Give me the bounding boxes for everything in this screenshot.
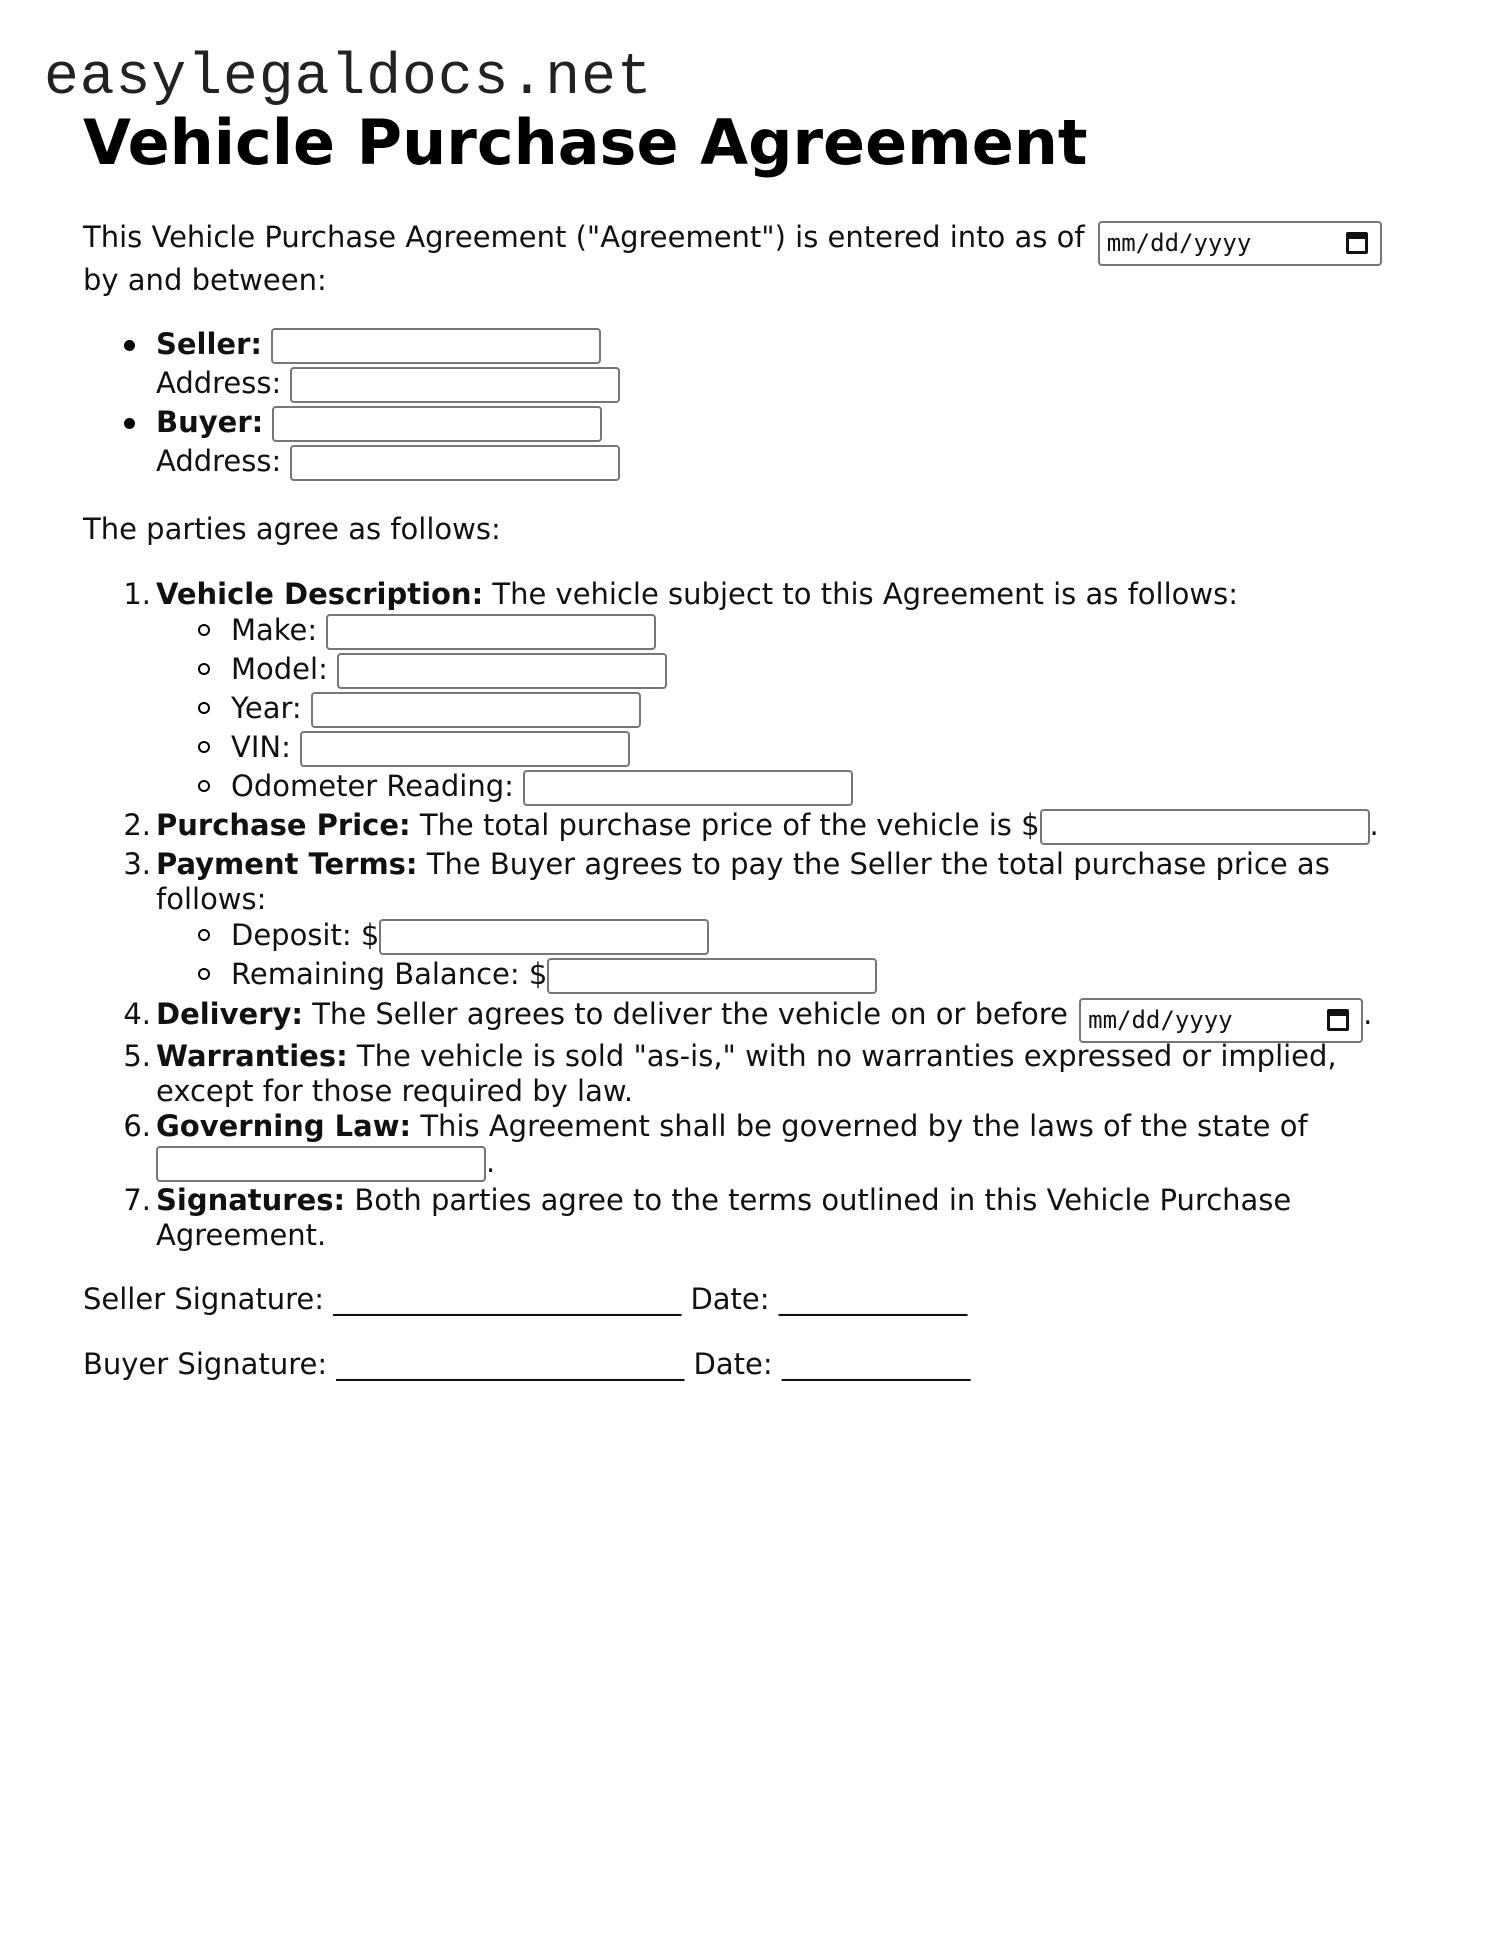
model-input[interactable] xyxy=(337,653,667,689)
term-heading: Purchase Price: xyxy=(156,808,411,842)
intro-line-2: by and between: xyxy=(83,263,327,297)
state-input[interactable] xyxy=(156,1146,486,1182)
circle-bullet-icon xyxy=(198,968,210,980)
balance-row xyxy=(231,956,877,994)
seller-address-label: Address: xyxy=(156,366,282,400)
calendar-icon[interactable] xyxy=(1346,232,1368,254)
date-placeholder: mm/dd/yyyy xyxy=(1106,229,1252,257)
circle-bullet-icon xyxy=(198,663,210,675)
buyer-address-input[interactable] xyxy=(290,445,620,481)
agreement-date-input[interactable] xyxy=(1098,221,1382,266)
state-row xyxy=(156,1144,495,1182)
term-text: This Agreement shall be governed by the laws of the state of xyxy=(420,1109,1308,1143)
buyer-row xyxy=(156,404,602,442)
buyer-label: Buyer: xyxy=(156,405,264,439)
vin-row xyxy=(231,729,630,767)
term-number: 6. xyxy=(123,1109,151,1143)
term-end: . xyxy=(486,1145,496,1179)
term-number: 2. xyxy=(123,808,151,842)
circle-bullet-icon xyxy=(198,929,210,941)
purchase-price-input[interactable] xyxy=(1040,809,1370,845)
buyer-address-row xyxy=(156,443,620,481)
term-text-continued: Agreement. xyxy=(156,1218,327,1252)
term-number: 1. xyxy=(123,577,151,611)
date-placeholder: mm/dd/yyyy xyxy=(1088,1006,1233,1034)
vin-input[interactable] xyxy=(300,731,630,767)
odometer-label: Odometer Reading: xyxy=(231,769,514,803)
term-delivery xyxy=(156,996,1372,1043)
calendar-icon[interactable] xyxy=(1327,1009,1349,1031)
term-text: The Buyer agrees to pay the Seller the total purchase price as xyxy=(426,847,1330,881)
circle-bullet-icon xyxy=(198,780,210,792)
seller-address-input[interactable] xyxy=(290,367,620,403)
deposit-label: Deposit: $ xyxy=(231,918,380,952)
deposit-input[interactable] xyxy=(379,919,709,955)
term-end: . xyxy=(1369,808,1379,842)
year-input[interactable] xyxy=(311,692,641,728)
brand-watermark: easylegaldocs.net xyxy=(44,46,653,111)
buyer-signature-line: Buyer Signature: ________________________ Date: _____________ xyxy=(83,1347,971,1381)
term-text-continued: follows: xyxy=(156,882,267,916)
make-row xyxy=(231,612,656,650)
term-text: The total purchase price of the vehicle is $ xyxy=(419,808,1040,842)
term-text: The vehicle subject to this Agreement is as follows: xyxy=(492,577,1239,611)
term-text: The Seller agrees to deliver the vehicle on or before xyxy=(312,997,1068,1031)
model-row xyxy=(231,651,667,689)
make-label: Make: xyxy=(231,613,318,647)
bullet-icon xyxy=(124,418,135,429)
circle-bullet-icon xyxy=(198,702,210,714)
term-end: . xyxy=(1363,997,1373,1031)
term-heading: Payment Terms: xyxy=(156,847,418,881)
term-vehicle-description xyxy=(156,576,1238,612)
model-label: Model: xyxy=(231,652,328,686)
term-number: 4. xyxy=(123,997,151,1031)
term-signatures xyxy=(156,1182,1291,1218)
odometer-row xyxy=(231,768,853,806)
odometer-input[interactable] xyxy=(523,770,853,806)
term-heading: Vehicle Description: xyxy=(156,577,484,611)
page-title: Vehicle Purchase Agreement xyxy=(83,106,1088,179)
term-purchase-price xyxy=(156,807,1379,845)
term-governing-law xyxy=(156,1108,1308,1144)
vin-label: VIN: xyxy=(231,730,291,764)
term-heading: Governing Law: xyxy=(156,1109,412,1143)
circle-bullet-icon xyxy=(198,741,210,753)
term-heading: Warranties: xyxy=(156,1039,348,1073)
term-text: Both parties agree to the terms outlined in this Vehicle Purchase xyxy=(354,1183,1292,1217)
seller-address-row xyxy=(156,365,620,403)
remaining-balance-input[interactable] xyxy=(547,958,877,994)
seller-signature-line: Seller Signature: ________________________ Date: _____________ xyxy=(83,1282,968,1316)
buyer-address-label: Address: xyxy=(156,444,282,478)
make-input[interactable] xyxy=(326,614,656,650)
balance-label: Remaining Balance: $ xyxy=(231,957,548,991)
agree-text: The parties agree as follows: xyxy=(83,512,501,546)
term-payment-terms xyxy=(156,846,1330,882)
term-heading: Signatures: xyxy=(156,1183,346,1217)
deposit-row xyxy=(231,917,709,955)
term-number: 3. xyxy=(123,847,151,881)
term-number: 5. xyxy=(123,1039,151,1073)
intro-text: This Vehicle Purchase Agreement ("Agreement") is entered into as of xyxy=(83,220,1085,254)
year-label: Year: xyxy=(231,691,302,725)
delivery-date-input[interactable] xyxy=(1079,998,1363,1043)
circle-bullet-icon xyxy=(198,624,210,636)
term-number: 7. xyxy=(123,1183,151,1217)
seller-label: Seller: xyxy=(156,327,263,361)
bullet-icon xyxy=(124,340,135,351)
term-text-continued: except for those required by law. xyxy=(156,1074,634,1108)
term-text: The vehicle is sold "as-is," with no warranties expressed or implied, xyxy=(356,1039,1337,1073)
intro-line xyxy=(83,219,1382,266)
year-row xyxy=(231,690,641,728)
seller-row xyxy=(156,326,601,364)
seller-name-input[interactable] xyxy=(271,328,601,364)
term-warranties xyxy=(156,1038,1337,1074)
term-heading: Delivery: xyxy=(156,997,303,1031)
buyer-name-input[interactable] xyxy=(272,406,602,442)
